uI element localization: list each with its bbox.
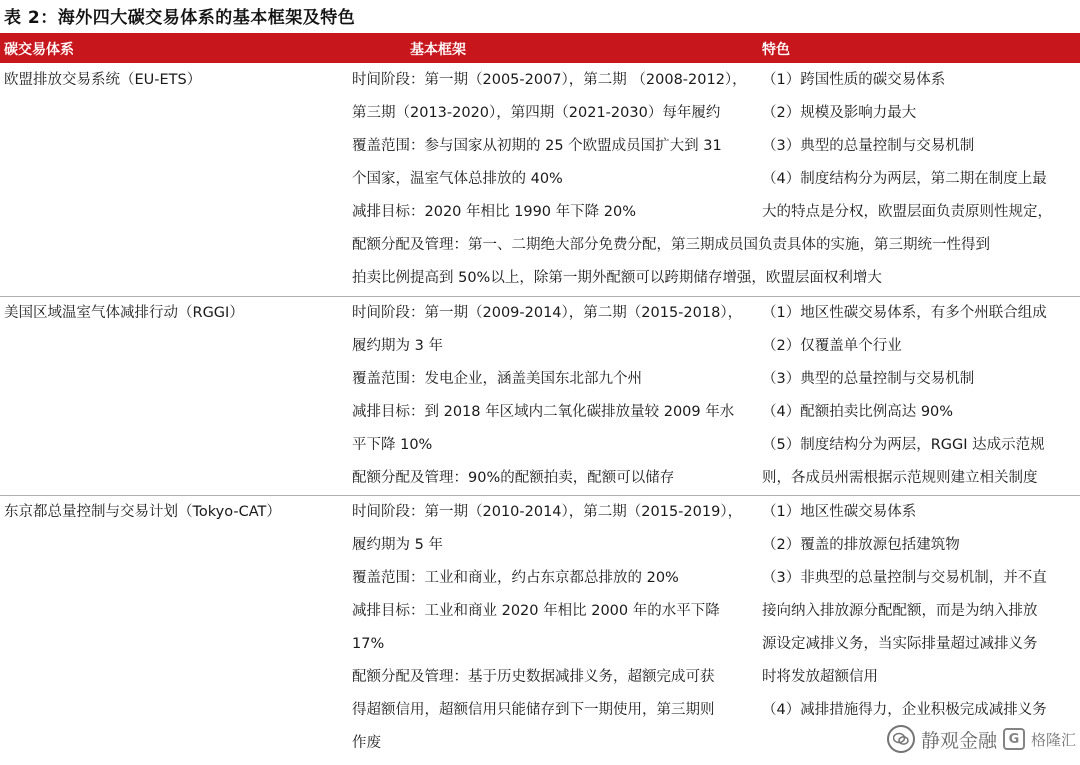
feature-line: （4）减排措施得力，企业积极完成减排义务 [762, 702, 1047, 718]
feature-line: （2）仅覆盖单个行业 [762, 338, 902, 354]
row-system-name [4, 297, 344, 330]
framework-line: 履约期为 5 年 [352, 537, 443, 553]
row-framework [352, 64, 762, 229]
feature-line: （1）地区性碳交易体系，有多个州联合组成 [762, 305, 1047, 321]
row-system-name-text: 美国区域温室气体减排行动（RGGI） [4, 305, 244, 321]
feature-line: （1）跨国性质的碳交易体系 [762, 72, 946, 88]
framework-line: 履约期为 3 年 [352, 338, 443, 354]
framework-line: 覆盖范围：发电企业，涵盖美国东北部九个州 [352, 371, 642, 387]
row-system-name [4, 64, 344, 97]
feature-line: （2）覆盖的排放源包括建筑物 [762, 537, 960, 553]
wechat-icon [887, 725, 915, 753]
feature-line: （5）制度结构分为两层，RGGI 达成示范规 [762, 437, 1045, 453]
framework-line: 减排目标：2020 年相比 1990 年下降 20% [352, 204, 636, 220]
framework-line: 时间阶段：第一期（2005-2007），第二期 （2008-2012）， [352, 72, 747, 88]
framework-line: 覆盖范围：参与国家从初期的 25 个欧盟成员国扩大到 31 [352, 138, 722, 154]
feature-line: 则，各成员州需根据示范规则建立相关制度 [762, 470, 1038, 486]
framework-line: 得超额信用，超额信用只能储存到下一期使用，第三期则 [352, 702, 715, 718]
header-col-system: 碳交易体系 [4, 42, 74, 58]
gelonghui-logo-icon: G [1003, 728, 1025, 750]
feature-line: 大的特点是分权，欧盟层面负责原则性规定， [762, 204, 1052, 220]
framework-line: 个国家，温室气体总排放的 40% [352, 171, 563, 187]
framework-line: 17% [352, 636, 385, 652]
framework-line: 时间阶段：第一期（2010-2014），第二期（2015-2019）， [352, 504, 743, 520]
table-title: 表 2：海外四大碳交易体系的基本框架及特色 [4, 8, 356, 28]
feature-line: （4）配额拍卖比例高达 90% [762, 404, 954, 420]
watermark-logo-text: 格隆汇 [1030, 730, 1076, 749]
feature-line: （2）规模及影响力最大 [762, 105, 917, 121]
row-system-name [4, 496, 344, 529]
framework-line: 平下降 10% [352, 437, 433, 453]
feature-line: 时将发放超额信用 [762, 669, 878, 685]
framework-line: 配额分配及管理：90%的配额拍卖，配额可以储存 [352, 470, 675, 486]
framework-line: 覆盖范围：工业和商业，约占东京都总排放的 20% [352, 570, 679, 586]
row-features [762, 496, 1080, 727]
framework-line: 时间阶段：第一期（2009-2014），第二期（2015-2018）， [352, 305, 743, 321]
feature-line: （3）非典型的总量控制与交易机制，并不直 [762, 570, 1047, 586]
framework-line: 第三期（2013-2020），第四期（2021-2030）每年履约 [352, 105, 721, 121]
table-header [0, 33, 1080, 63]
row-framework [352, 496, 762, 760]
header-col-framework: 基本框架 [410, 42, 466, 58]
feature-line: （4）制度结构分为两层，第二期在制度上最 [762, 171, 1047, 187]
feature-line: （3）典型的总量控制与交易机制 [762, 138, 975, 154]
framework-line: 减排目标：到 2018 年区域内二氧化碳排放量较 2009 年水 [352, 404, 735, 420]
row-framework [352, 297, 762, 495]
watermark [887, 719, 1076, 759]
row-features [762, 297, 1080, 495]
feature-line: 源设定减排义务，当实际排量超过减排义务 [762, 636, 1038, 652]
feature-line: （3）典型的总量控制与交易机制 [762, 371, 975, 387]
row-system-name-text: 东京都总量控制与交易计划（Tokyo-CAT） [4, 504, 281, 520]
watermark-text: 静观金融 [920, 729, 997, 752]
row-system-name-text: 欧盟排放交易系统（EU-ETS） [4, 72, 202, 88]
feature-line: （1）地区性碳交易体系 [762, 504, 917, 520]
framework-line: 拍卖比例提高到 50%以上，除第一期外配额可以跨期储存增强，欧盟层面权利增大 [352, 270, 882, 286]
framework-line: 作废 [352, 735, 381, 751]
row-features [762, 64, 1080, 229]
framework-line: 配额分配及管理：第一、二期绝大部分免费分配，第三期成员国负责具体的实施，第三期统一性得到 [352, 237, 990, 253]
header-col-features: 特色 [762, 42, 790, 58]
framework-line: 减排目标：工业和商业 2020 年相比 2000 年的水平下降 [352, 603, 720, 619]
framework-line: 配额分配及管理：基于历史数据减排义务，超额完成可获 [352, 669, 715, 685]
row-framework-wide [352, 229, 990, 295]
feature-line: 接向纳入排放源分配配额，而是为纳入排放 [762, 603, 1038, 619]
